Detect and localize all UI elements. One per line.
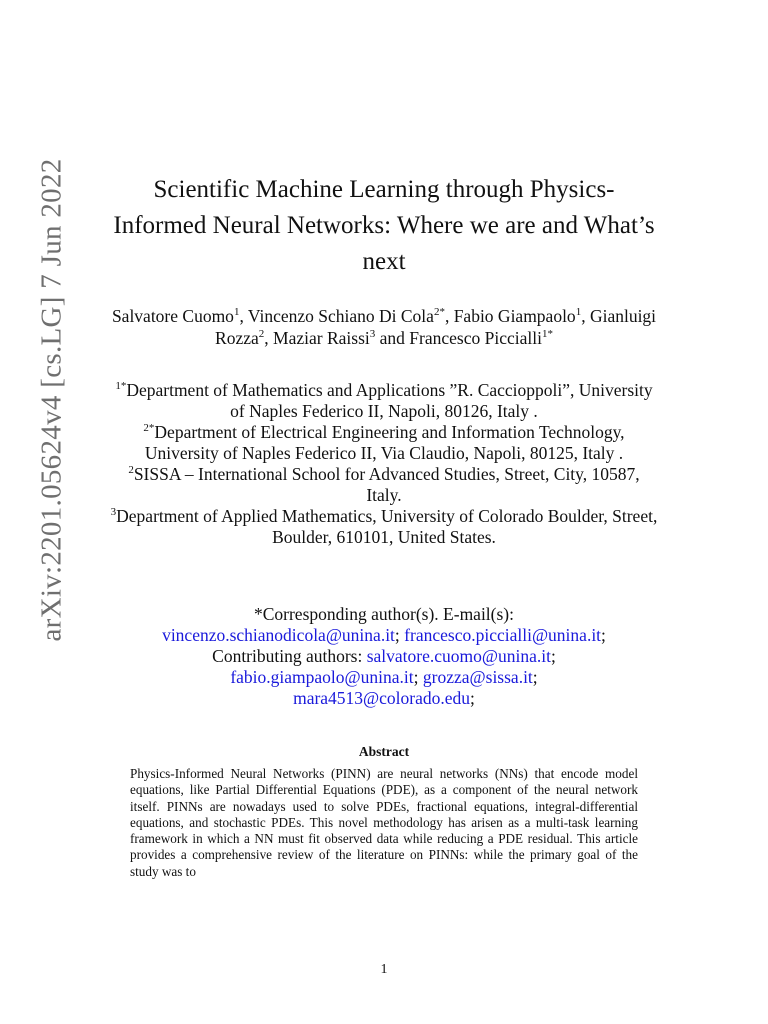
affiliation-item bbox=[110, 422, 658, 464]
author-name: Salvatore Cuomo bbox=[111, 306, 234, 326]
author-affil-mark: 1 bbox=[233, 306, 240, 319]
abstract-heading: Abstract bbox=[358, 744, 410, 759]
author-affil-mark: 3 bbox=[369, 328, 376, 341]
author-separator: , bbox=[581, 306, 590, 326]
author-name: Fabio Giampaolo bbox=[453, 306, 576, 326]
email-link[interactable]: salvatore.cuomo@unina.it bbox=[366, 646, 551, 666]
affiliation-mark: 1* bbox=[115, 380, 127, 393]
affiliation-mark: 2* bbox=[143, 422, 155, 435]
author-affil-mark: 2* bbox=[433, 306, 445, 319]
email-link[interactable]: fabio.giampaolo@unina.it bbox=[230, 667, 414, 687]
author-affil-mark: 1 bbox=[575, 306, 582, 319]
affiliation-item bbox=[110, 464, 658, 506]
author-name: Maziar Raissi bbox=[273, 328, 370, 348]
author-separator: , bbox=[444, 306, 454, 326]
page-number: 1 bbox=[380, 962, 388, 977]
author-separator: , bbox=[264, 328, 274, 348]
author-separator: and bbox=[375, 328, 410, 348]
affiliation-item bbox=[110, 506, 658, 548]
email-link[interactable]: mara4513@colorado.edu bbox=[293, 688, 471, 708]
arxiv-identifier-stamp: arXiv:2201.05624v4 [cs.LG] 7 Jun 2022 bbox=[35, 158, 68, 642]
email-link[interactable]: vincenzo.schianodicola@unina.it bbox=[162, 625, 395, 645]
email-link[interactable]: francesco.piccialli@unina.it bbox=[404, 625, 602, 645]
affiliation-text: Department of Mathematics and Applications ”R. Caccioppoli”, University of Naples Federico II, Napoli, 80126, Italy . bbox=[126, 380, 653, 421]
affiliation-mark: 2 bbox=[128, 464, 134, 477]
paper-title: Scientific Machine Learning through Physics-Informed Neural Networks: Where we are and What’s next bbox=[113, 176, 655, 275]
affiliation-text: SISSA – International School for Advanced Studies, Street, City, 10587, Italy. bbox=[133, 464, 640, 505]
corresponding-label: *Corresponding author(s). E-mail(s): bbox=[253, 604, 514, 624]
author-affil-mark: 2 bbox=[258, 328, 265, 341]
author-affil-mark: 1* bbox=[541, 328, 553, 341]
affiliation-item bbox=[110, 380, 658, 422]
author-name: Gianluigi Rozza bbox=[215, 306, 657, 348]
contributing-label: Contributing authors: bbox=[212, 646, 363, 666]
author-name: Vincenzo Schiano Di Cola bbox=[247, 306, 434, 326]
email-link[interactable]: grozza@sissa.it bbox=[422, 667, 533, 687]
author-separator: , bbox=[239, 306, 248, 326]
affiliation-mark: 3 bbox=[110, 506, 117, 519]
contact-block: *Corresponding author(s). E-mail(s): vincenzo.schianodicola@unina.it; francesco.piccialli@unina.it; Contributing authors: salvatore.cuomo@unina.it; fabio.giampaolo@unina.it; grozza@sissa.it; mara4513@colorado.edu; bbox=[162, 604, 606, 708]
affiliation-text: Department of Electrical Engineering and Information Technology, University of Naples Federico II, Via Claudio, Napoli, 80125, Italy . bbox=[144, 422, 625, 463]
affiliation-text: Department of Applied Mathematics, University of Colorado Boulder, Street, Boulder, 610101, United States. bbox=[116, 506, 658, 547]
affiliation-list bbox=[110, 380, 658, 548]
abstract-text: Physics-Informed Neural Networks (PINN) are neural networks (NNs) that encode model equations, like Partial Differential Equations (PDE), as a component of the neural network itself. PINNs are nowadays used to solve PDEs, fractional equations, integral-differential equations, and stochastic PDEs. This novel methodology has arisen as a multi-task learning framework in which a NN must fit observed data while reducing a PDE residual. This article provides a comprehensive review of the literature on PINNs: while the primary goal of the study was to bbox=[130, 766, 638, 879]
author-name: Francesco Piccialli bbox=[409, 328, 542, 348]
author-list bbox=[110, 305, 658, 349]
